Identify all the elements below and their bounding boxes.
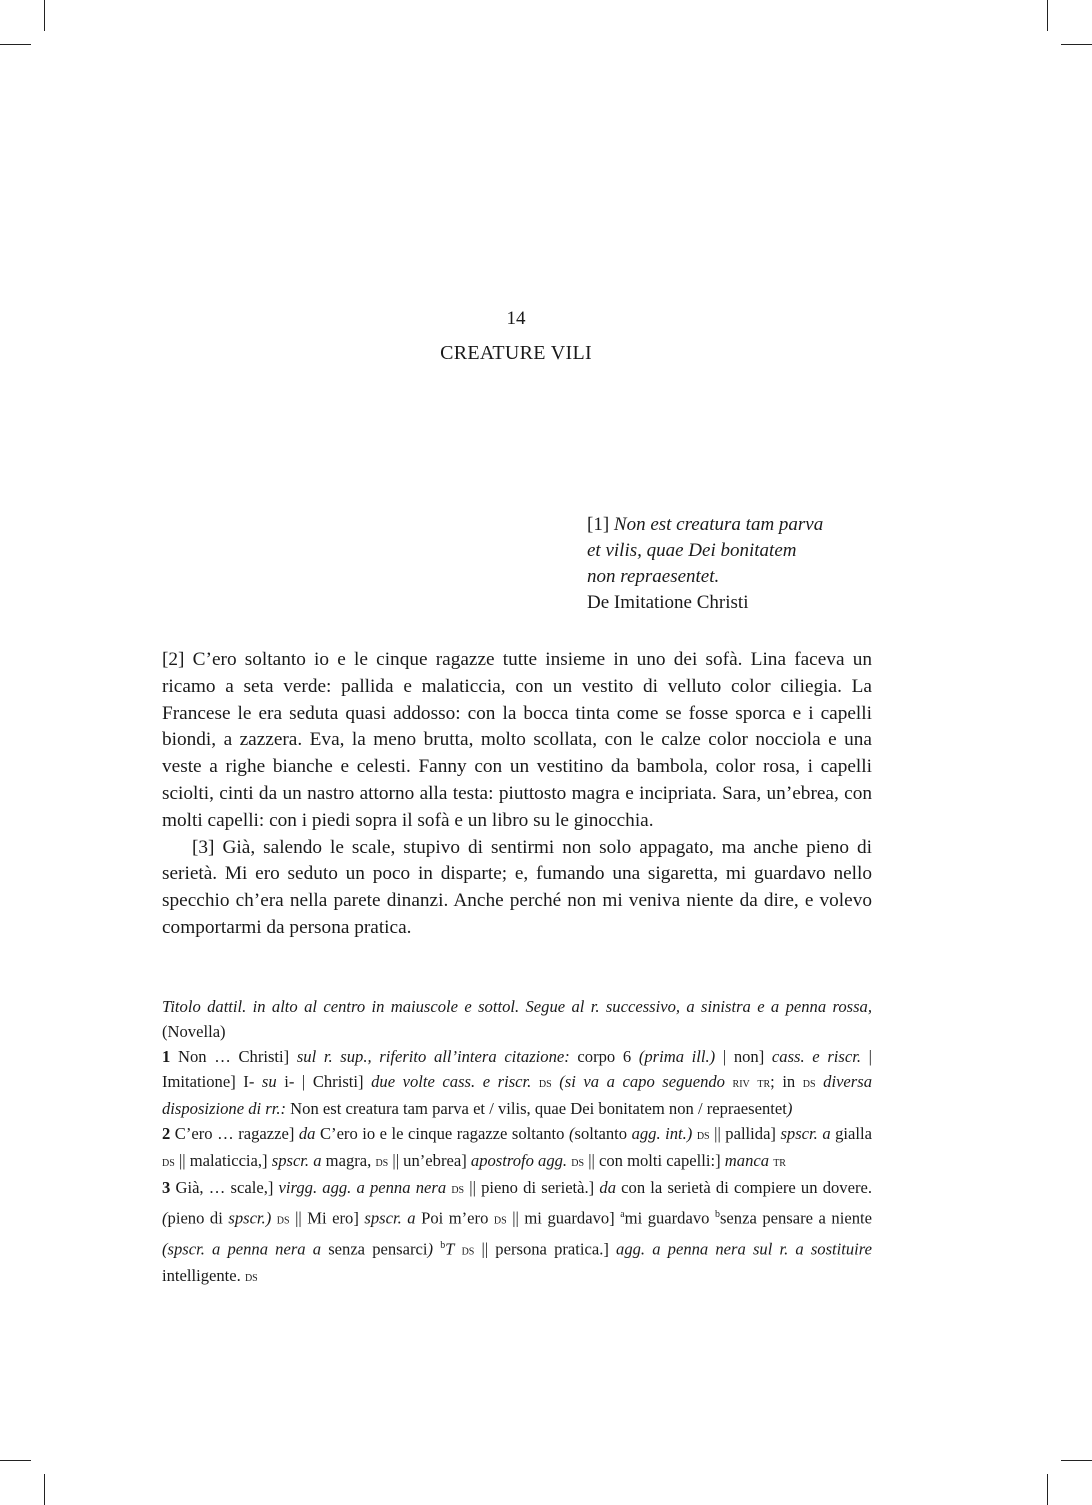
paragraph-2: [2] C’ero soltanto io e le cinque ragazze tutte insieme in uno dei sofà. Lina faceva un ricamo a seta verde: pallida e malaticcia, con un vestito di velluto color ciliegia. La Francese le era seduta quasi addosso: con la bocca tinta come se fosse sporca e i capelli biondi, a zazzera. Eva, la meno brutta, molto scollata, con le calze color nocciola e una veste a righe bianche e celesti. Fanny con un vestitino da bambola, color rosa, i capelli sciolti, cinti da un nastro attorno alla testa: piuttosto magra e incipriata. Sara, un’ebrea, con molti capelli: con i piedi sopra il sofà e un libro su le ginocchia. (162, 649, 872, 831)
crop-mark-top-right-h (1061, 44, 1092, 45)
apparatus-intro: Titolo dattil. in alto al centro in maiuscole e sottol. Segue al r. successivo, a sinistra e a penna rossa, (Novella) (162, 997, 872, 1041)
epigraph-line-1: [1] Non est creatura tam parva (587, 514, 824, 535)
apparatus-note-1: 1 Non … Christi] sul r. sup., riferito all’intera citazione: corpo 6 (prima ill.) | non] cass. e riscr. | Imitatione] I- su i- | Christi] due volte cass. e riscr. ds (si va a capo seguendo riv tr; in ds diversa disposizione di rr.: Non est creatura tam parva et / vilis, quae Dei bonitatem non / repraesentet) (162, 1047, 873, 1118)
epigraph-line-2: et vilis, quae Dei bonitatem (587, 540, 797, 561)
apparatus-note-3: 3 Già, … scale,] virgg. agg. a penna nera ds || pieno di serietà.] da con la serietà di compiere un dovere. (pieno di spscr.) ds || Mi ero] spscr. a Poi m’ero ds || mi guardavo] $^a$mi guardavo $^b$senza pensare a niente (spscr. a penna nera a senza pensarci) $^b$T ds || persona pratica.] agg. a penna nera sul r. a sostituire intelligente. ds (162, 1178, 872, 1286)
main-text (162, 647, 872, 942)
epigraph-line-3: non repraesentet. (587, 566, 720, 587)
crop-mark-top-left (44, 0, 45, 31)
chapter-number: 14 (506, 308, 526, 329)
crop-mark-bottom-left (44, 1474, 45, 1505)
critical-apparatus (162, 994, 872, 1290)
epigraph-source: De Imitatione Christi (587, 592, 749, 613)
crop-mark-bottom-right (1047, 1474, 1048, 1505)
crop-mark-top-right (1047, 0, 1048, 31)
crop-mark-top-left-h (0, 44, 31, 45)
epigraph (587, 512, 823, 616)
paragraph-3: [3] Già, salendo le scale, stupivo di sentirmi non solo appagato, ma anche pieno di serietà. Mi ero seduto un poco in disparte; e, fumando una sigaretta, mi guardavo nello specchio ch’era nella parete dinanzi. Anche perché non mi veniva niente da dire, e volevo comportarmi da persona pratica. (162, 836, 872, 938)
chapter-title: CREATURE VILI (440, 342, 592, 364)
crop-mark-bottom-left-h (0, 1460, 31, 1461)
crop-mark-bottom-right-h (1061, 1460, 1092, 1461)
apparatus-note-2: 2 C’ero … ragazze] da C’ero io e le cinque ragazze soltanto (soltanto agg. int.) ds || pallida] spscr. a gialla ds || malaticcia,] spscr. a magra, ds || un’ebrea] apostrofo agg. ds || con molti capelli:] manca tr (162, 1124, 872, 1170)
